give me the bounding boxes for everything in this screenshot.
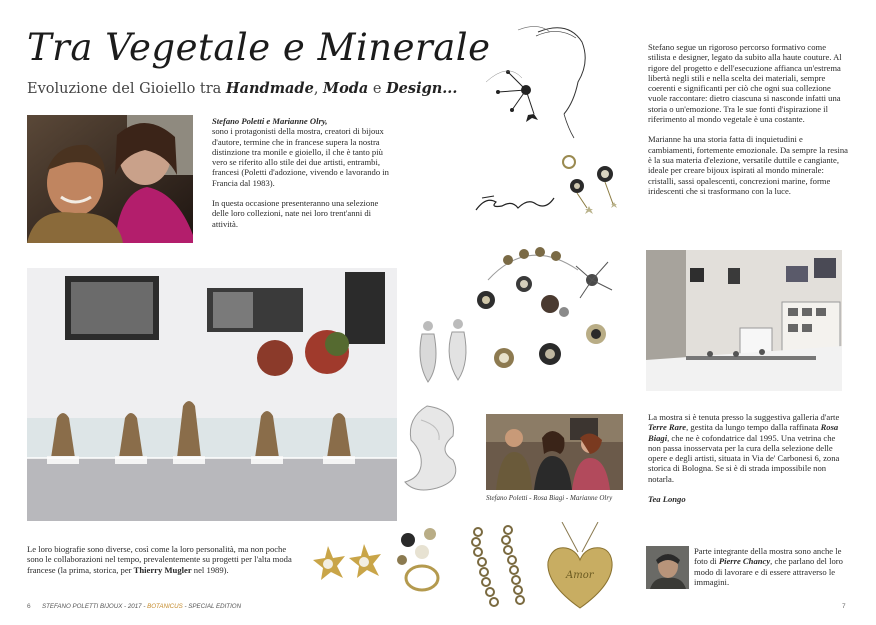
right-column-text-2 [648, 412, 848, 504]
chain-earrings-image [464, 522, 530, 614]
star-earrings-image [555, 148, 625, 228]
pierre-chancy-portrait [646, 546, 689, 589]
footer-text-a: STEFANO POLETTI BIJOUX - 2017 - [42, 603, 148, 610]
marianne-paragraph: Marianne ha una storia fatta di inquietudini e cambiamenti, fortemente emozionale. Da sempre la resina è la sua materia d'elezione, versatile duttile e cangiante, ideale per creare bijoux ispirati al mondo minerale: cristalli, sassi opalescenti, concrezioni marine, forme iridescenti che si trasformano con la luce. [648, 134, 848, 196]
twisted-bracelet-image [397, 400, 477, 500]
intro-paragraph-1: sono i protagonisti della mostra, creatori di bijoux d'autore, termine che in francese supera la nostra distinzione tra monile e gioiello, il che è tanto più vero se riferito allo stile dei due artisti, entrambi, francesi (Poletti d'adozione, vivendo e lavorando in Francia dal 1983). [212, 126, 389, 188]
subtitle-e: e [368, 81, 387, 97]
resin-jewelry-cluster-image [468, 240, 620, 382]
pierre-chancy-name: Pierre Chancy [718, 556, 771, 567]
exhibition-text-b: , gestita da lungo tempo dalla raffinata [686, 422, 821, 433]
drop-earrings-image [414, 318, 476, 392]
page-number-right: 7 [842, 603, 846, 610]
intro-names: Stefano Poletti e Marianne Olry, [212, 116, 328, 126]
subtitle-design: Design... [386, 80, 458, 97]
page-subtitle [27, 80, 457, 97]
exhibition-paragraph [648, 412, 848, 484]
intro-paragraph-2: In questa occasione presenteranno una selezione delle loro collezioni, nate nei loro trent'anni di attività. [212, 198, 379, 229]
photographer-text-b: , che parlano del loro modo di lavorare e di essere attraverso le immagini. [694, 556, 843, 587]
fashion-sketch-illustration [478, 22, 604, 140]
ring-image [388, 520, 452, 596]
artists-portrait-photo [27, 115, 193, 243]
biography-text-b: nel 1989). [191, 564, 229, 575]
biography-text-a: Le loro biografie sono diverse, così come la loro personalità, ma non poche sono le collaborazioni nel tempo, prevalentemente su progetti per l'alta moda francese (la prima, storica, per [27, 544, 292, 575]
page-title: Tra Vegetale e Minerale [27, 26, 491, 69]
subtitle-handmade: Handmade [225, 80, 314, 97]
subtitle-comma: , [313, 81, 324, 97]
group-photo [486, 414, 623, 490]
rosa-biagi-name: Rosa Biagi [648, 422, 839, 443]
exhibition-text-a: La mostra si è tenuta presso la suggestiva galleria d'arte [648, 412, 840, 422]
subtitle-moda: Moda [323, 80, 369, 97]
terre-rare-name: Terre Rare [648, 422, 687, 433]
heart-pendant-image [542, 522, 618, 614]
svg-text:Amor: Amor [566, 570, 594, 581]
group-photo-caption: Stefano Poletti - Rosa Biagi - Marianne Olry [486, 494, 613, 502]
gallery-display-photo [27, 268, 397, 521]
exhibition-text-c: , che ne è cofondatrice dal 1995. Una vetrina che non passa inosservata per la cura della selezione delle opere e degli artisti, situata in Via de' Carbonesi 6, zona storica di Bologna. Se si è di strada impossibile non notarla. [648, 432, 840, 484]
footer-text [42, 603, 241, 610]
photographer-text-a: Parte integrante della mostra sono anche le foto di [694, 546, 842, 567]
subtitle-prefix: Evoluzione del Gioiello tra [27, 81, 226, 97]
author-name: Tea Longo [648, 494, 686, 505]
thierry-mugler-bold: Thierry Mugler [133, 564, 192, 575]
page-number-left: 6 [27, 603, 31, 610]
right-column-text-1 [648, 42, 848, 196]
intro-text [212, 116, 392, 229]
flower-earrings-image [310, 542, 384, 588]
footer-botanicus: BOTANICUS [147, 603, 183, 610]
biography-text [27, 544, 299, 575]
stefano-paragraph: Stefano segue un rigoroso percorso formativo come stilista e designer, legato da subito alla haute couture. Al rigore del progetto e dell'esecuzione affianca un'estrema libertà negli stili e nella scelta dei materiali, sempre coerenti e significanti per ciò che ogni sua collezione vuole raccontare: dietro ciascuna si nasconde infatti una storia o un'emozione. Tra le sue fonti d'ispirazione il riferimento al mondo vegetale è una costante. [648, 42, 842, 125]
gallery-interior-photo [646, 250, 842, 391]
footer-text-c: - SPECIAL EDITION [182, 603, 242, 610]
thierry-mugler-signature-logo [472, 190, 556, 216]
photographer-text [694, 546, 848, 587]
